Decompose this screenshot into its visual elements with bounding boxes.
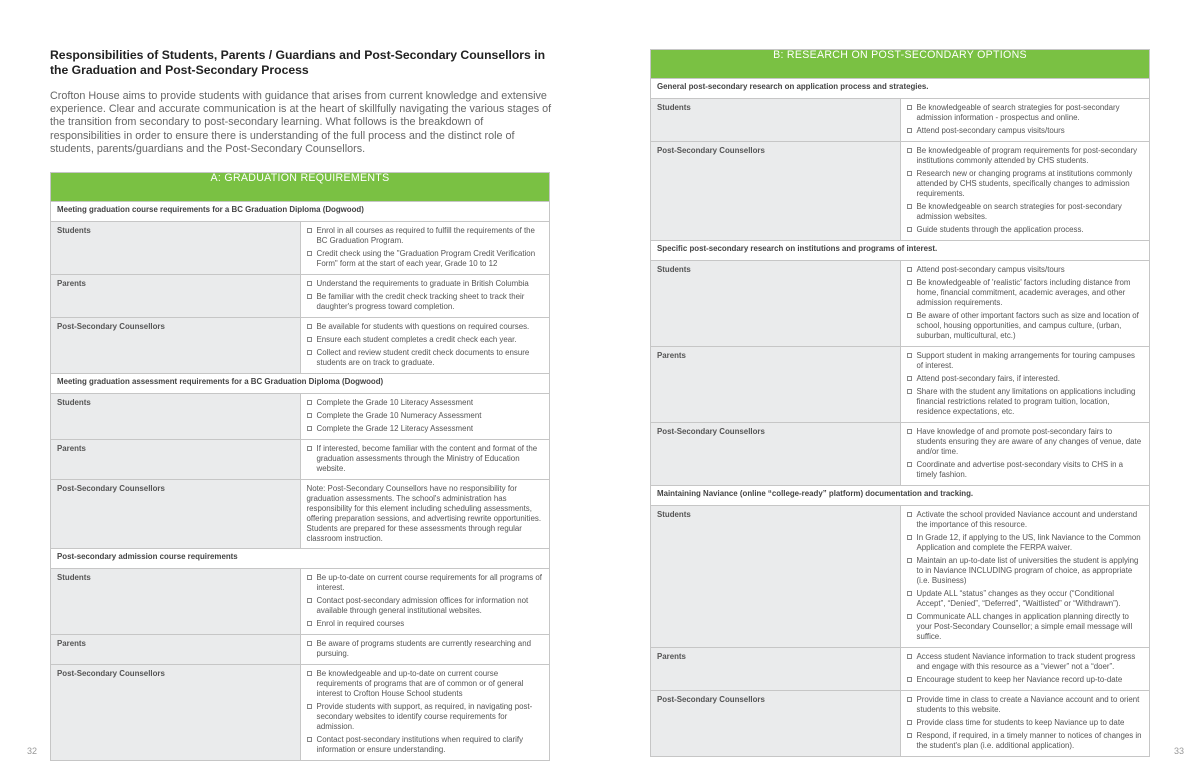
table-row bbox=[651, 261, 1150, 347]
responsibilities-cell bbox=[300, 635, 550, 665]
checkbox-square-icon bbox=[907, 204, 912, 209]
role-cell-post-secondary-counsellors: Post-Secondary Counsellors bbox=[51, 318, 301, 374]
list-item bbox=[907, 718, 1144, 728]
list-item-text: Contact post-secondary admission offices for information not available through general institutional websites. bbox=[316, 596, 529, 615]
table-row bbox=[51, 440, 550, 480]
list-item bbox=[307, 411, 544, 421]
list-item bbox=[907, 652, 1144, 672]
role-cell-students: Students bbox=[651, 506, 901, 648]
checkbox-square-icon bbox=[907, 227, 912, 232]
table-row bbox=[51, 394, 550, 440]
checkbox-square-icon bbox=[307, 575, 312, 580]
table-row bbox=[651, 347, 1150, 423]
list-item bbox=[307, 348, 544, 368]
list-item bbox=[307, 279, 544, 289]
intro-paragraph: Crofton House aims to provide students with guidance that arises from current knowledge and extensive experience. Clear and accurate communication is at the heart of skillfully navigating the various stages of the transition from secondary to post-secondary learning. What follows is the breakdown of responsibilities in order to ensure there is understanding of the full process and the distinct role of students, parents/guardians and the Post-Secondary Counsellors. bbox=[50, 90, 552, 155]
list-item bbox=[307, 702, 544, 732]
table-row bbox=[51, 635, 550, 665]
research-options-table bbox=[650, 49, 1150, 757]
list-item bbox=[307, 573, 544, 593]
list-item bbox=[907, 695, 1144, 715]
list-item bbox=[307, 322, 544, 332]
list-item bbox=[907, 278, 1144, 308]
responsibilities-cell bbox=[300, 480, 550, 549]
list-item-text: Communicate ALL changes in application planning directly to your Post-Secondary Counsellor; a simple email message will suffice. bbox=[916, 612, 1133, 641]
list-item-text: Be knowledgeable and up-to-date on current course requirements of programs that are of common or of general interest to Crofton House School students bbox=[316, 669, 524, 698]
checkbox-square-icon bbox=[907, 280, 912, 285]
list-item-text: Complete the Grade 10 Literacy Assessment bbox=[316, 398, 474, 407]
right-page bbox=[600, 0, 1200, 776]
list-item-text: Provide class time for students to keep Naviance up to date bbox=[916, 718, 1125, 727]
checkbox-square-icon bbox=[907, 171, 912, 176]
role-cell-students: Students bbox=[651, 99, 901, 142]
checkbox-square-icon bbox=[307, 621, 312, 626]
responsibilities-cell bbox=[900, 347, 1150, 423]
page-heading: Responsibilities of Students, Parents / Guardians and Post-Secondary Counsellors in the Graduation and Post-Secondary Process bbox=[50, 48, 546, 77]
list-item-text: Be aware of other important factors such as size and location of school, housing opportunities, and campus culture, (urban, suburban, multicultural, etc.) bbox=[916, 311, 1139, 340]
list-item bbox=[307, 596, 544, 616]
list-item-text: Share with the student any limitations on applications including financial restrictions related to program tuition, location, residence expectations, etc. bbox=[916, 387, 1136, 416]
section-row bbox=[51, 374, 550, 394]
list-item bbox=[907, 169, 1144, 199]
responsibilities-cell bbox=[900, 506, 1150, 648]
list-item bbox=[907, 731, 1144, 751]
checkbox-square-icon bbox=[907, 733, 912, 738]
graduation-requirements-table bbox=[50, 172, 550, 761]
checkbox-square-icon bbox=[907, 535, 912, 540]
responsibilities-cell bbox=[300, 222, 550, 275]
checkbox-square-icon bbox=[307, 641, 312, 646]
list-item-text: Be knowledgeable of search strategies for post-secondary admission information - prospectus and online. bbox=[916, 103, 1120, 122]
list-item-text: Understand the requirements to graduate in British Columbia bbox=[316, 279, 529, 288]
table-row bbox=[651, 506, 1150, 648]
list-item bbox=[307, 398, 544, 408]
list-item-text: Coordinate and advertise post-secondary visits to CHS in a timely fashion. bbox=[916, 460, 1124, 479]
list-item bbox=[307, 619, 544, 629]
list-item-text: Complete the Grade 12 Literacy Assessment bbox=[316, 424, 474, 433]
checkbox-square-icon bbox=[307, 281, 312, 286]
checkbox-square-icon bbox=[907, 462, 912, 467]
responsibilities-cell bbox=[300, 569, 550, 635]
list-item bbox=[307, 226, 544, 246]
list-item-text: Respond, if required, in a timely manner to notices of changes in the student's plan (i.e. additional application). bbox=[916, 731, 1142, 750]
section-row bbox=[51, 549, 550, 569]
responsibilities-cell bbox=[900, 261, 1150, 347]
list-item-text: Attend post-secondary campus visits/tours bbox=[916, 265, 1065, 274]
checkbox-square-icon bbox=[307, 446, 312, 451]
responsibilities-cell bbox=[300, 665, 550, 761]
table-row bbox=[651, 142, 1150, 241]
responsibilities-cell bbox=[900, 99, 1150, 142]
table-row bbox=[651, 648, 1150, 691]
table-row bbox=[651, 423, 1150, 486]
role-cell-parents: Parents bbox=[651, 347, 901, 423]
list-item bbox=[907, 533, 1144, 553]
list-item-text: Credit check using the "Graduation Program Credit Verification Form" form at the start of each year, Grade 10 to 12 bbox=[316, 249, 536, 268]
role-cell-students: Students bbox=[651, 261, 901, 347]
list-item bbox=[307, 424, 544, 434]
page-number-left: 32 bbox=[27, 746, 38, 756]
checkbox-square-icon bbox=[307, 413, 312, 418]
checkbox-square-icon bbox=[907, 148, 912, 153]
list-item bbox=[907, 126, 1144, 136]
list-item-text: Research new or changing programs at institutions commonly attended by CHS students, specifically changes to admission requirements. bbox=[916, 169, 1133, 198]
checkbox-square-icon bbox=[307, 228, 312, 233]
role-cell-parents: Parents bbox=[51, 275, 301, 318]
table-banner-research: B: RESEARCH ON POST-SECONDARY OPTIONS bbox=[651, 50, 1150, 79]
checkbox-square-icon bbox=[307, 324, 312, 329]
list-item-text: Collect and review student credit check documents to ensure students are on track to graduate. bbox=[316, 348, 530, 367]
list-item-text: Attend post-secondary fairs, if interested. bbox=[916, 374, 1060, 383]
section-row bbox=[51, 202, 550, 222]
table-row bbox=[651, 99, 1150, 142]
list-item bbox=[907, 265, 1144, 275]
table-row bbox=[51, 275, 550, 318]
list-item bbox=[907, 556, 1144, 586]
section-title: Post-secondary admission course requirements bbox=[51, 549, 550, 569]
checkbox-square-icon bbox=[907, 128, 912, 133]
list-item bbox=[907, 103, 1144, 123]
list-item-text: Attend post-secondary campus visits/tours bbox=[916, 126, 1065, 135]
list-item bbox=[907, 460, 1144, 480]
list-item-text: Be aware of programs students are currently researching and pursuing. bbox=[316, 639, 531, 658]
table-row bbox=[51, 222, 550, 275]
checkbox-square-icon bbox=[907, 353, 912, 358]
list-item bbox=[307, 249, 544, 269]
responsibilities-cell bbox=[900, 691, 1150, 757]
list-item bbox=[907, 351, 1144, 371]
list-item bbox=[307, 444, 544, 474]
responsibilities-cell bbox=[300, 394, 550, 440]
table-row bbox=[51, 480, 550, 549]
table-row bbox=[51, 665, 550, 761]
checkbox-square-icon bbox=[907, 389, 912, 394]
list-item-text: Access student Naviance information to track student progress and engage with this resource as a “viewer” not a “doer”. bbox=[916, 652, 1136, 671]
checkbox-square-icon bbox=[907, 105, 912, 110]
list-item-text: Encourage student to keep her Naviance record up-to-date bbox=[916, 675, 1123, 684]
checkbox-square-icon bbox=[307, 737, 312, 742]
checkbox-square-icon bbox=[907, 429, 912, 434]
page-number-right: 33 bbox=[1173, 746, 1184, 756]
checkbox-square-icon bbox=[307, 350, 312, 355]
role-cell-students: Students bbox=[51, 394, 301, 440]
checkbox-square-icon bbox=[907, 591, 912, 596]
checkbox-square-icon bbox=[907, 376, 912, 381]
list-item bbox=[307, 735, 544, 755]
note-text: Note: Post-Secondary Counsellors have no responsibility for graduation assessments. The school's administration has responsibility for this element including scheduling assessments, offering preparation sessions, and advertising rewrite opportunities. Students are prepared for these assessments through regular classroom instruction. bbox=[306, 484, 542, 543]
role-cell-post-secondary-counsellors: Post-Secondary Counsellors bbox=[51, 480, 301, 549]
list-item bbox=[907, 675, 1144, 685]
list-item-text: Activate the school provided Naviance account and understand the importance of this resource. bbox=[916, 510, 1138, 529]
list-item bbox=[307, 292, 544, 312]
list-item-text: Enrol in required courses bbox=[316, 619, 405, 628]
list-item-text: Maintain an up-to-date list of universities the student is applying to in Naviance INCLUDING program of choice, as appropriate (i.e. Business) bbox=[916, 556, 1139, 585]
checkbox-square-icon bbox=[307, 426, 312, 431]
table-row bbox=[651, 691, 1150, 757]
list-item bbox=[907, 612, 1144, 642]
list-item bbox=[307, 669, 544, 699]
checkbox-square-icon bbox=[907, 654, 912, 659]
list-item-text: Provide time in class to create a Naviance account and to orient students to this website. bbox=[916, 695, 1140, 714]
checkbox-square-icon bbox=[307, 251, 312, 256]
role-cell-parents: Parents bbox=[651, 648, 901, 691]
responsibilities-cell bbox=[900, 142, 1150, 241]
list-item-text: Guide students through the application process. bbox=[916, 225, 1084, 234]
table-row bbox=[51, 569, 550, 635]
checkbox-square-icon bbox=[907, 697, 912, 702]
list-item-text: Be available for students with questions on required courses. bbox=[316, 322, 530, 331]
checkbox-square-icon bbox=[307, 671, 312, 676]
list-item-text: Have knowledge of and promote post-secondary fairs to students ensuring they are aware of any changes of venue, date and/or time. bbox=[916, 427, 1142, 456]
responsibilities-cell bbox=[300, 318, 550, 374]
list-item-text: Be knowledgeable of program requirements for post-secondary institutions commonly attended by CHS students. bbox=[916, 146, 1138, 165]
checkbox-square-icon bbox=[307, 337, 312, 342]
section-row bbox=[651, 486, 1150, 506]
checkbox-square-icon bbox=[307, 704, 312, 709]
role-cell-post-secondary-counsellors: Post-Secondary Counsellors bbox=[651, 423, 901, 486]
checkbox-square-icon bbox=[907, 614, 912, 619]
list-item bbox=[907, 225, 1144, 235]
role-cell-post-secondary-counsellors: Post-Secondary Counsellors bbox=[651, 142, 901, 241]
section-title: Specific post-secondary research on institutions and programs of interest. bbox=[651, 241, 1150, 261]
role-cell-students: Students bbox=[51, 222, 301, 275]
checkbox-square-icon bbox=[907, 720, 912, 725]
list-item bbox=[907, 427, 1144, 457]
list-item-text: Be up-to-date on current course requirements for all programs of interest. bbox=[316, 573, 542, 592]
list-item-text: Support student in making arrangements for touring campuses of interest. bbox=[916, 351, 1135, 370]
section-title: General post-secondary research on application process and strategies. bbox=[651, 79, 1150, 99]
list-item-text: Be knowledgeable of 'realistic' factors including distance from home, financial commitment, academic averages, and other admission requirements. bbox=[916, 278, 1131, 307]
responsibilities-cell bbox=[300, 440, 550, 480]
list-item-text: Be familiar with the credit check tracking sheet to track their daughter's progress toward completion. bbox=[316, 292, 525, 311]
list-item bbox=[907, 589, 1144, 609]
list-item-text: Be knowledgeable on search strategies for post-secondary admission websites. bbox=[916, 202, 1122, 221]
list-item-text: In Grade 12, if applying to the US, link Naviance to the Common Application and complete the FERPA waiver. bbox=[916, 533, 1141, 552]
list-item bbox=[907, 146, 1144, 166]
role-cell-parents: Parents bbox=[51, 635, 301, 665]
list-item-text: Ensure each student completes a credit check each year. bbox=[316, 335, 517, 344]
list-item-text: Complete the Grade 10 Numeracy Assessment bbox=[316, 411, 482, 420]
responsibilities-cell bbox=[300, 275, 550, 318]
role-cell-students: Students bbox=[51, 569, 301, 635]
checkbox-square-icon bbox=[307, 294, 312, 299]
list-item bbox=[907, 374, 1144, 384]
section-row bbox=[651, 241, 1150, 261]
checkbox-square-icon bbox=[907, 558, 912, 563]
list-item bbox=[907, 311, 1144, 341]
list-item-text: Update ALL “status” changes as they occur (“Conditional Accept”, “Denied”, “Deferred”, “Waitlisted” or “Withdrawn”). bbox=[916, 589, 1121, 608]
checkbox-square-icon bbox=[907, 677, 912, 682]
list-item bbox=[907, 510, 1144, 530]
checkbox-square-icon bbox=[907, 267, 912, 272]
responsibilities-cell bbox=[900, 648, 1150, 691]
list-item bbox=[307, 639, 544, 659]
list-item-text: Enrol in all courses as required to fulfill the requirements of the BC Graduation Program. bbox=[316, 226, 535, 245]
list-item bbox=[907, 387, 1144, 417]
section-title: Meeting graduation assessment requirements for a BC Graduation Diploma (Dogwood) bbox=[51, 374, 550, 394]
list-item-text: Provide students with support, as required, in navigating post-secondary websites to identify course requirements for admission. bbox=[316, 702, 533, 731]
checkbox-square-icon bbox=[307, 598, 312, 603]
list-item-text: If interested, become familiar with the content and format of the graduation assessments through the Ministry of Education website. bbox=[316, 444, 538, 473]
checkbox-square-icon bbox=[907, 313, 912, 318]
responsibilities-cell bbox=[900, 423, 1150, 486]
section-title: Maintaining Naviance (online “college-ready” platform) documentation and tracking. bbox=[651, 486, 1150, 506]
checkbox-square-icon bbox=[307, 400, 312, 405]
list-item-text: Contact post-secondary institutions when required to clarify information or ensure understanding. bbox=[316, 735, 524, 754]
section-title: Meeting graduation course requirements for a BC Graduation Diploma (Dogwood) bbox=[51, 202, 550, 222]
role-cell-post-secondary-counsellors: Post-Secondary Counsellors bbox=[51, 665, 301, 761]
table-row bbox=[51, 318, 550, 374]
section-row bbox=[651, 79, 1150, 99]
list-item bbox=[907, 202, 1144, 222]
role-cell-post-secondary-counsellors: Post-Secondary Counsellors bbox=[651, 691, 901, 757]
checkbox-square-icon bbox=[907, 512, 912, 517]
list-item bbox=[307, 335, 544, 345]
role-cell-parents: Parents bbox=[51, 440, 301, 480]
table-banner-graduation: A: GRADUATION REQUIREMENTS bbox=[51, 173, 550, 202]
